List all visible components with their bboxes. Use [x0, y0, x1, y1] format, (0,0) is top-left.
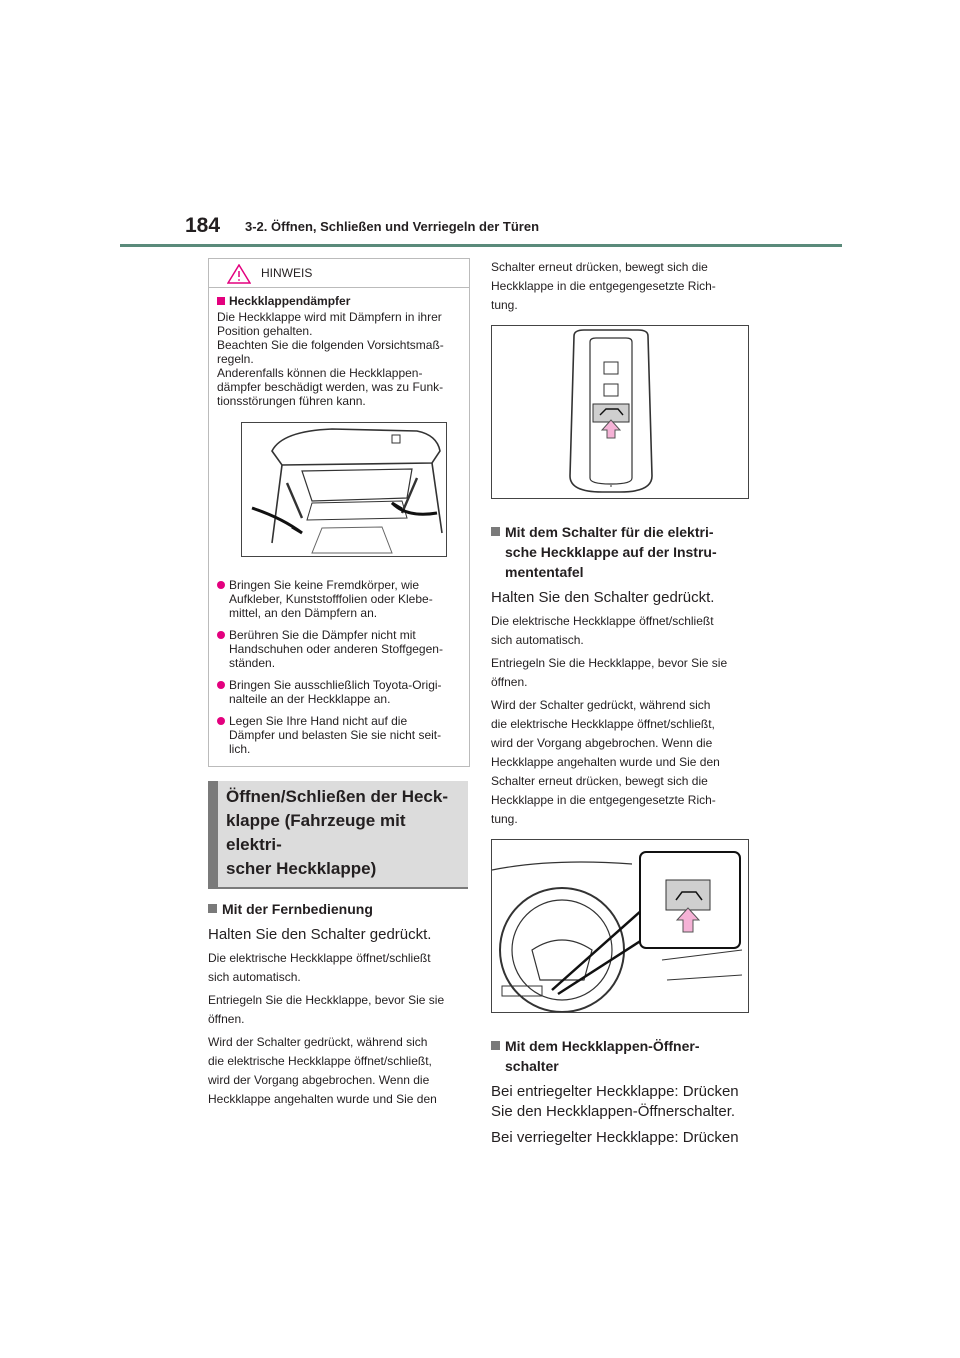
square-bullet-icon: [217, 297, 225, 305]
page-number: 184: [185, 214, 221, 237]
header-rule: [120, 244, 842, 247]
notice-bullet: Bringen Sie keine Fremdkörper, wie Aufkleber, Kunststofffolien oder Klebe- mittel, an den Dämpfern an.: [217, 578, 461, 620]
chapter-title: 3-2. Öffnen, Schließen und Verriegeln der Türen: [245, 219, 540, 234]
notice-bullet: Legen Sie Ihre Hand nicht auf die Dämpfer und belasten Sie sie nicht seit- lich.: [217, 714, 461, 756]
panel-paragraph: Die elektrische Heckklappe öffnet/schließt sich automatisch.: [491, 614, 714, 647]
right-column: [491, 258, 749, 1148]
warning-icon: [227, 264, 251, 284]
left-column: [208, 258, 470, 1109]
panel-paragraph: Wird der Schalter gedrückt, während sich die elektrische Heckklappe öffnet/schließt, wird der Vorgang abgebrochen. Wenn die Heckklappe angehalten wurde und Sie den Schalter erneut drücken, bewegt sich die Heckklappe in die entgegengesetzte Rich- tung.: [491, 698, 720, 826]
notice-label: HINWEIS: [261, 266, 313, 280]
remote-paragraph: Entriegeln Sie die Heckklappe, bevor Sie sie öffnen.: [208, 993, 445, 1026]
notice-body: [209, 288, 469, 766]
notice-bullet: Bringen Sie ausschließlich Toyota-Origi- nalteile an der Heckklappe an.: [217, 678, 461, 706]
notice-intro: Die Heckklappe wird mit Dämpfern in ihrer Position gehalten. Beachten Sie die folgenden Vorsichtsmaß- regeln. Anderenfalls können die Heckklappen- dämpfer beschädigt werden, was zu Funk- tionsstörungen führen kann.: [217, 310, 444, 408]
section-heading: Öffnen/Schließen der Heck- klappe (Fahrzeuge mit elektri- scher Heckklappe): [208, 781, 468, 889]
tailgate-damper-illustration: [241, 422, 447, 557]
remote-paragraph: Wird der Schalter gedrückt, während sich die elektrische Heckklappe öffnet/schließt, wird der Vorgang abgebrochen. Wenn die Heckklappe angehalten wurde und Sie den: [208, 1035, 437, 1106]
opener-switch-heading: Mit dem Heckklappen-Öffner- schalter: [491, 1036, 749, 1076]
remote-key-illustration: [491, 325, 749, 499]
notice-subheading: Heckklappendämpfer: [217, 294, 461, 308]
panel-switch-heading: Mit dem Schalter für die elektri- sche Heckklappe auf der Instru- mententafel: [491, 522, 749, 582]
panel-paragraph: Entriegeln Sie die Heckklappe, bevor Sie sie öffnen.: [491, 656, 728, 689]
remote-paragraph: Die elektrische Heckklappe öffnet/schließt sich automatisch.: [208, 951, 431, 984]
notice-box: [208, 258, 470, 767]
panel-lead: Halten Sie den Schalter gedrückt.: [491, 589, 715, 606]
continued-paragraph: Schalter erneut drücken, bewegt sich die Heckklappe in die entgegengesetzte Rich- tung.: [491, 260, 716, 312]
remote-heading: Mit der Fernbedienung: [208, 899, 470, 919]
notice-header: [209, 259, 469, 288]
opener-lead-locked: Bei verriegelter Heckklappe: Drücken: [491, 1129, 739, 1146]
instrument-panel-illustration: [491, 839, 749, 1013]
remote-lead: Halten Sie den Schalter gedrückt.: [208, 926, 432, 943]
opener-lead: Bei entriegelter Heckklappe: Drücken Sie den Heckklappen-Öffnerschalter.: [491, 1083, 739, 1120]
notice-bullet: Berühren Sie die Dämpfer nicht mit Handschuhen oder anderen Stoffgegen- ständen.: [217, 628, 461, 670]
